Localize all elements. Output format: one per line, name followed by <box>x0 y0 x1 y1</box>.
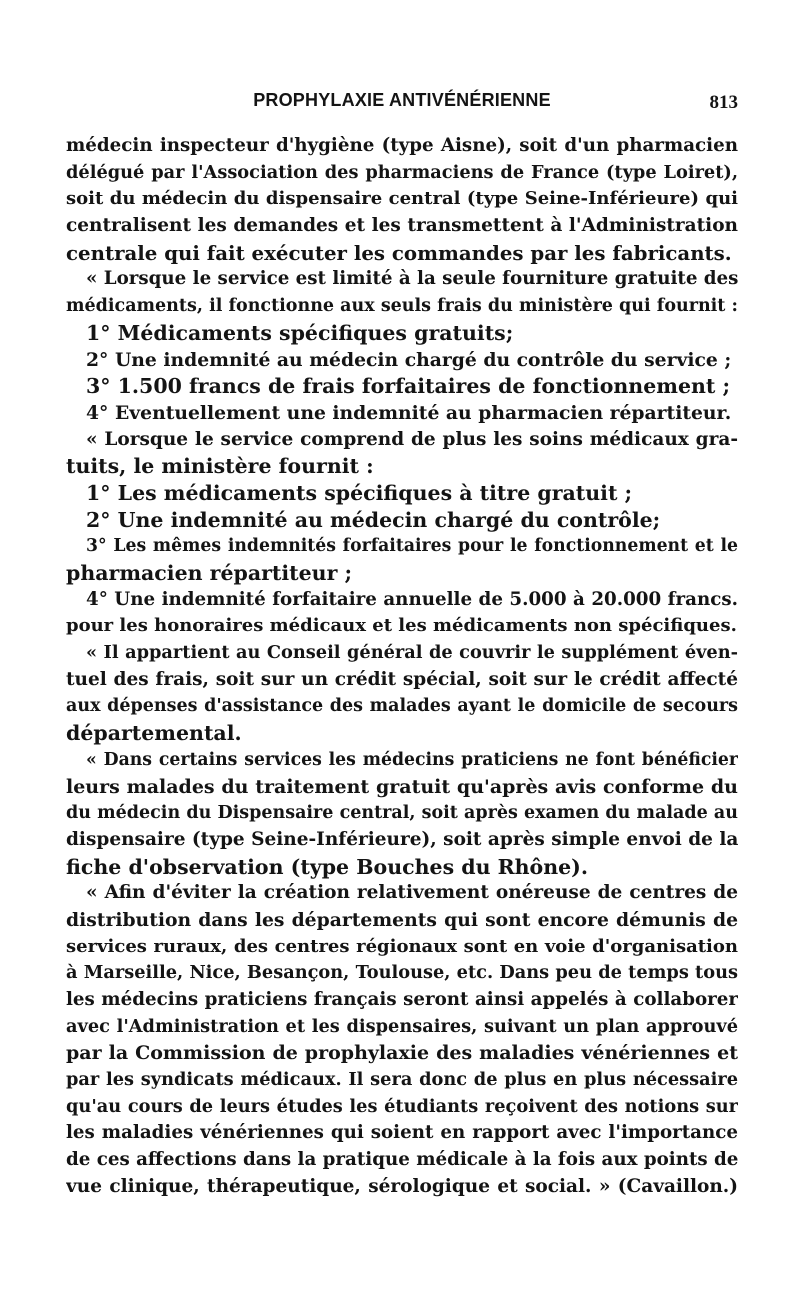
text-line: tuits, le ministère fournit : <box>66 454 374 479</box>
text-line: tuel des frais, soit sur un crédit spécial, soit sur le crédit affecté <box>66 668 738 690</box>
text-line: soit du médecin du dispensaire central (type Seine-Inférieure) qui <box>66 188 738 210</box>
running-title: PROPHYLAXIE ANTIVÉNÉRIENNE <box>253 90 551 110</box>
text-line: 2° Une indemnité au médecin chargé du contrôle du service ; <box>86 348 732 371</box>
text-line: délégué par l'Association des pharmaciens de France (type Loiret), <box>66 161 738 183</box>
text-line: 2° Une indemnité au médecin chargé du contrôle; <box>86 507 661 532</box>
text-line: vue clinique, thérapeutique, sérologique et social. » (Cavaillon.) <box>66 1175 738 1197</box>
text-line: par la Commission de prophylaxie des maladies vénériennes et <box>66 1042 738 1065</box>
text-line: « Dans certains services les médecins praticiens ne font bénéficier <box>86 749 738 770</box>
text-line: « Lorsque le service comprend de plus les soins médicaux gra- <box>86 428 738 450</box>
text-line: pour les honoraires médicaux et les médicaments non spécifiques. <box>66 615 737 637</box>
text-line: 3° 1.500 francs de frais forfaitaires de fonctionnement ; <box>86 374 731 399</box>
page-header <box>66 88 738 118</box>
text-line: 1° Les médicaments spécifiques à titre gratuit ; <box>86 480 633 505</box>
text-line: « Afin d'éviter la création relativement onéreuse de centres de <box>86 882 738 904</box>
text-line: services ruraux, des centres régionaux sont en voie d'organisation <box>66 935 738 957</box>
text-line: qu'au cours de leurs études les étudiants reçoivent des notions sur <box>66 1095 738 1117</box>
text-line: centrale qui fait exécuter les commandes par les fabricants. <box>66 240 732 265</box>
text-line: du médecin du Dispensaire central, soit après examen du malade au <box>66 803 738 824</box>
text-line: 3° Les mêmes indemnités forfaitaires pour le fonctionnement et le <box>86 536 738 557</box>
text-line: par les syndicats médicaux. Il sera donc de plus en plus nécessaire <box>66 1069 738 1091</box>
text-line: 4° Eventuellement une indemnité au pharmacien répartiteur. <box>86 401 732 424</box>
text-line: dispensaire (type Seine-Inférieure), soit après simple envoi de la <box>66 828 738 850</box>
text-line: « Il appartient au Conseil général de couvrir le supplément éven- <box>86 642 738 664</box>
text-line: les maladies vénériennes qui soient en rapport avec l'importance <box>66 1122 738 1144</box>
text-line: 4° Une indemnité forfaitaire annuelle de 5.000 à 20.000 francs. <box>86 588 738 610</box>
text-line: centralisent les demandes et les transmettent à l'Administration <box>66 215 738 237</box>
text-line: leurs malades du traitement gratuit qu'après avis conforme du <box>66 775 738 798</box>
text-line: départemental. <box>66 721 242 746</box>
text-line: de ces affections dans la pratique médicale à la fois aux points de <box>66 1149 738 1171</box>
text-line: médecin inspecteur d'hygiène (type Aisne), soit d'un pharmacien <box>66 135 738 156</box>
text-line: à Marseille, Nice, Besançon, Toulouse, etc. Dans peu de temps tous <box>66 962 738 984</box>
text-line: médicaments, il fonctionne aux seuls frais du ministère qui fournit : <box>66 296 738 317</box>
text-line: avec l'Administration et les dispensaires, suivant un plan approuvé <box>66 1015 738 1037</box>
text-line: distribution dans les départements qui sont encore démunis de <box>66 908 738 931</box>
text-line: pharmacien répartiteur ; <box>66 561 353 585</box>
text-line: « Lorsque le service est limité à la seule fourniture gratuite des <box>86 268 738 290</box>
text-line: 1° Médicaments spécifiques gratuits; <box>86 320 514 345</box>
body-text <box>66 133 738 1201</box>
text-line: aux dépenses d'assistance des malades ayant le domicile de secours <box>66 696 738 717</box>
text-line: les médecins praticiens français seront ainsi appelés à collaborer <box>66 989 738 1010</box>
text-line: fiche d'observation (type Bouches du Rhône). <box>66 854 589 879</box>
page-number: 813 <box>709 92 738 113</box>
